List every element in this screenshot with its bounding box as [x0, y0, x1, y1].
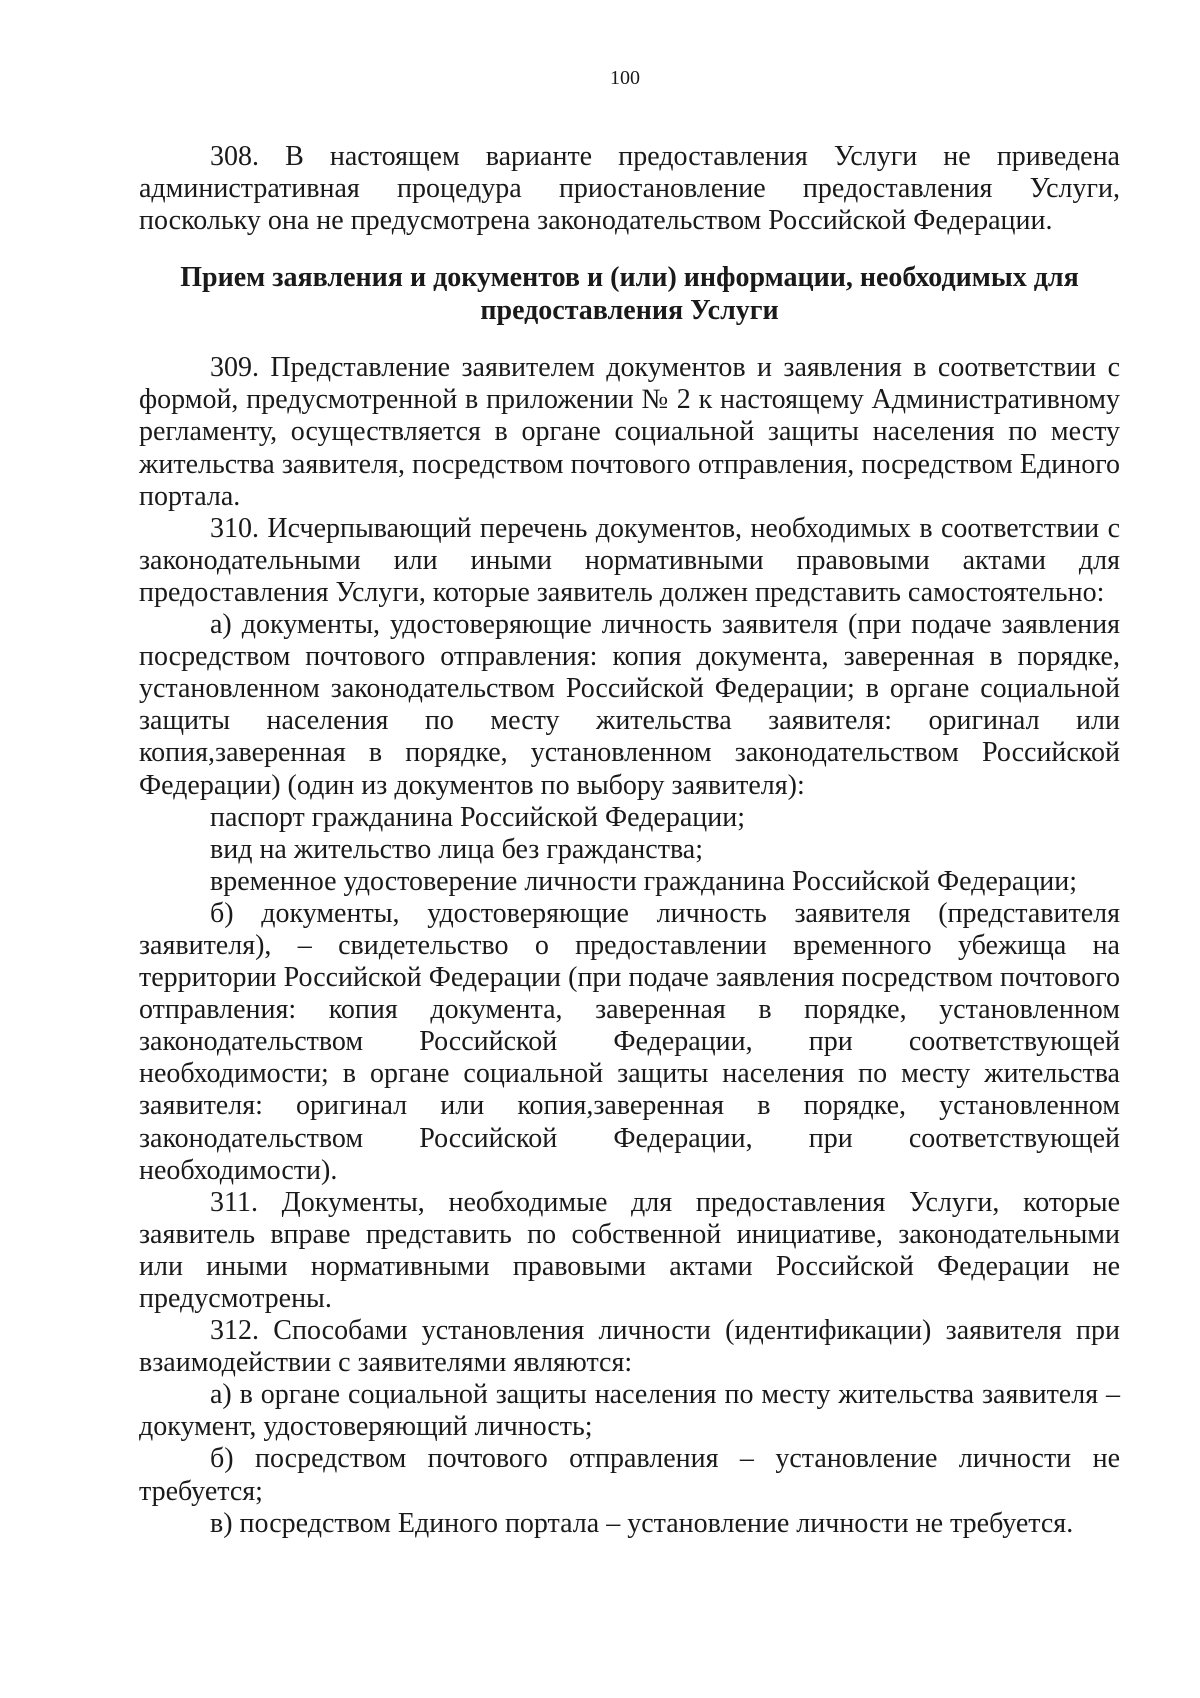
paragraph-309: 309. Представление заявителем документов и заявления в соответствии с формой, предусмотренной в приложении № 2 к настоящему Административному регламенту, осуществляется в органе социальной защиты населения по месту жительства заявителя, посредством почтового отправления, посредством Единого портала. — [139, 352, 1120, 512]
paragraph-311: 311. Документы, необходимые для предоставления Услуги, которые заявитель вправе представить по собственной инициативе, законодательными или иными нормативными правовыми актами Российской Федерации не предусмотрены. — [139, 1186, 1120, 1314]
paragraph-312-b: б) посредством почтового отправления – установление личности не требуется; — [139, 1443, 1120, 1507]
page-number: 100 — [610, 67, 640, 89]
list-item-passport: паспорт гражданина Российской Федерации; — [210, 801, 746, 833]
document-body — [139, 141, 1120, 1540]
paragraph-310-b: б) документы, удостоверяющие личность заявителя (представителя заявителя), – свидетельство о предоставлении временного убежища на территории Российской Федерации (при подаче заявления посредством почтового отправления: копия документа, заверенная в порядке, установленном законодательством Российской Федерации, при соответствующей необходимости; в органе социальной защиты населения по месту жительства заявителя: оригинал или копия,заверенная в порядке, установленном законодательством Российской Федерации, при соответствующей необходимости). — [139, 897, 1120, 1186]
section-heading-line-1: Прием заявления и документов и (или) информации, необходимых для — [180, 262, 1079, 294]
paragraph-308: 308. В настоящем варианте предоставления Услуги не приведена административная процедура приостановление предоставления Услуги, поскольку она не предусмотрена законодательством Российской Федерации. — [139, 141, 1120, 237]
paragraph-310: 310. Исчерпывающий перечень документов, необходимых в соответствии с законодательными или иными нормативными правовыми актами для предоставления Услуги, которые заявитель должен представить самостоятельно: — [139, 512, 1120, 608]
paragraph-312-a: а) в органе социальной защиты населения по месту жительства заявителя – документ, удостоверяющий личность; — [139, 1379, 1120, 1443]
list-item-temporary-id: временное удостоверение личности гражданина Российской Федерации; — [210, 865, 1078, 897]
paragraph-312-c: в) посредством Единого портала – установление личности не требуется. — [210, 1507, 1074, 1539]
section-heading-line-2: предоставления Услуги — [480, 295, 779, 327]
list-item-residence-permit: вид на жительство лица без гражданства; — [210, 833, 704, 865]
paragraph-310-a: а) документы, удостоверяющие личность заявителя (при подаче заявления посредством почтового отправления: копия документа, заверенная в порядке, установленном законодательством Российской Федерации; в органе социальной защиты населения по месту жительства заявителя: оригинал или копия,заверенная в порядке, установленном законодательством Российской Федерации) (один из документов по выбору заявителя): — [139, 609, 1120, 801]
section-heading — [139, 261, 1120, 327]
paragraph-312: 312. Способами установления личности (идентификации) заявителя при взаимодействии с заявителями являются: — [139, 1315, 1120, 1379]
